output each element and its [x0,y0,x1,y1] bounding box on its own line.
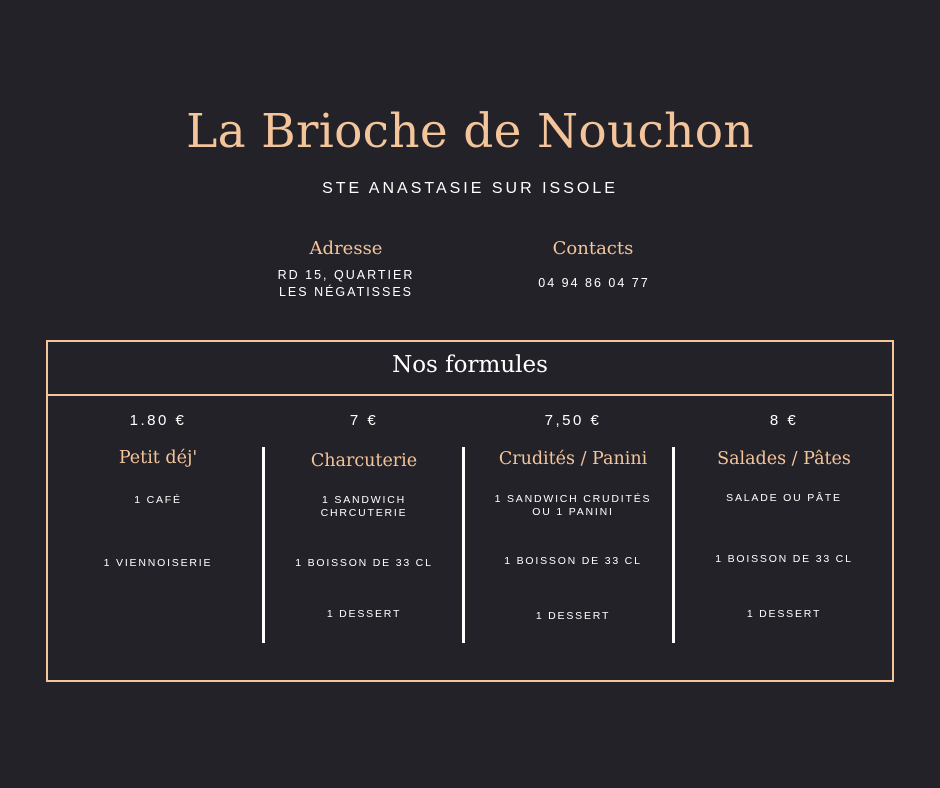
shop-title: La Brioche de Nouchon [186,104,754,159]
formula-item: 1 SANDWICH CHRCUTERIE [320,494,408,519]
phone-number: 04 94 86 04 77 [538,276,650,290]
formula-salades-pates [684,396,884,678]
formula-charcuterie [274,396,454,678]
formula-item: 1 VIENNOISERIE [103,557,213,569]
formula-item: 1 DESSERT [746,608,822,620]
address-line-1: RD 15, QUARTIER [277,268,415,282]
formula-name: Salades / Pâtes [717,449,851,469]
formula-petit-dej [78,396,238,678]
formula-name: Petit déj' [118,448,198,468]
address-text [236,267,456,301]
formula-name: Charcuterie [310,451,418,471]
formula-price: 8 € [769,412,799,429]
formula-item: SALADE OU PÂTE [726,492,842,504]
formula-price: 7,50 € [544,412,602,429]
formulas-frame [46,340,894,682]
formulas-heading: Nos formules [392,352,548,378]
address-heading: Adresse [309,238,383,259]
contacts-heading: Contacts [552,238,634,259]
formula-price: 7 € [349,412,379,429]
shop-location: STE ANASTASIE SUR ISSOLE [322,180,618,197]
formula-name: Crudités / Panini [498,449,648,469]
formula-item: 1 CAFÉ [134,494,182,506]
formula-item: 1 DESSERT [535,610,611,622]
column-divider [672,447,675,643]
formula-crudites-panini [470,396,676,678]
formula-item: 1 SANDWICH CRUDITÉS OU 1 PANINI [494,493,652,518]
formula-item: 1 BOISSON DE 33 CL [715,553,853,565]
formula-item: 1 BOISSON DE 33 CL [504,555,642,567]
formula-item: 1 BOISSON DE 33 CL [295,557,433,569]
address-line-2: LES NÉGATISSES [278,285,414,299]
column-divider [262,447,265,643]
formula-item: 1 DESSERT [326,608,402,620]
formula-price: 1.80 € [129,412,187,429]
column-divider [462,447,465,643]
